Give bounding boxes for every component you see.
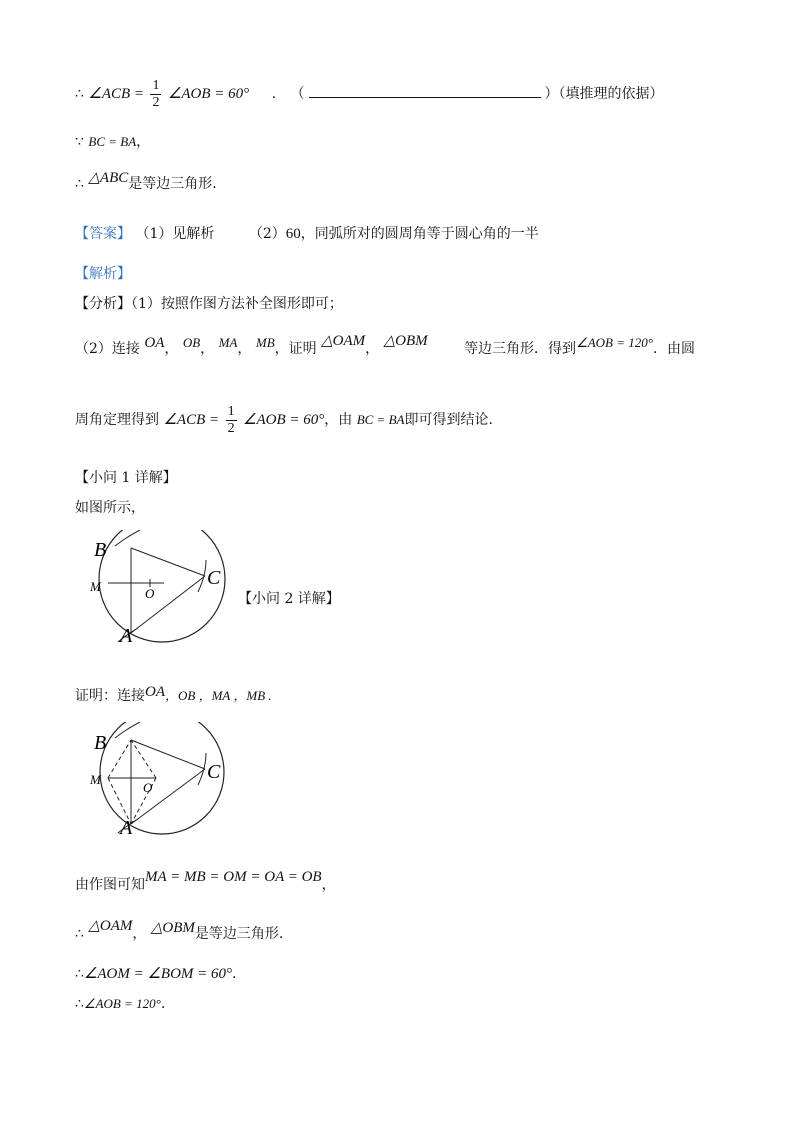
triangle-oam: △OAM xyxy=(88,918,133,934)
analysis-tag: 【解析】 xyxy=(75,266,131,282)
segment-ac xyxy=(131,769,205,824)
math-aom-bom: ∠AOM = ∠BOM = 60° xyxy=(83,966,233,982)
math-aob-120: ∠AOB = 120° xyxy=(83,996,161,1011)
period: . xyxy=(232,966,237,982)
therefore-symbol: ∴ xyxy=(75,176,84,192)
fraction-denominator: 2 xyxy=(227,420,235,436)
line-bc-ba xyxy=(75,132,150,152)
answer-part2-prefix: （2） xyxy=(248,226,286,242)
period: . xyxy=(160,996,166,1012)
proof-rest: ，OB ，MA ，MB . xyxy=(165,688,272,703)
fenxi-part3-prefix: 周角定理得到 xyxy=(75,412,159,428)
sep: ， xyxy=(164,341,179,357)
seg-oa: OA xyxy=(145,684,165,700)
comma: ， xyxy=(136,134,151,150)
fenxi-part3-line xyxy=(75,398,493,442)
angles-60-line xyxy=(75,964,237,984)
dashed-mb xyxy=(108,740,131,778)
seg-ob: OB xyxy=(182,335,201,350)
construction-line xyxy=(75,862,336,900)
q2-tag: 【小问 2 详解】 xyxy=(238,591,340,607)
fenxi-tag: 【分析】 xyxy=(75,296,131,312)
math-acb: ∠ACB = xyxy=(163,412,220,428)
math-triangle-abc: △ABC xyxy=(88,170,129,186)
label-o: O xyxy=(143,780,153,795)
math-bc-ba: BC = BA xyxy=(356,412,405,427)
answer-part1: （1）见解析 xyxy=(135,226,215,242)
label-o: O xyxy=(145,586,155,601)
prove-text: ，证明 xyxy=(274,341,317,357)
label-m: M xyxy=(90,772,101,787)
fill-in-blank[interactable] xyxy=(309,85,541,98)
label-b: B xyxy=(94,732,107,754)
paren-open: （ xyxy=(290,86,305,102)
angle-120-line xyxy=(75,994,165,1014)
sep: ， xyxy=(200,341,215,357)
segment-bc xyxy=(131,548,205,576)
fraction-numerator: 1 xyxy=(152,77,160,93)
seg-mb: MB xyxy=(255,335,275,350)
equilateral-get-text: 等边三角形．得到 xyxy=(464,341,577,357)
therefore-symbol: ∴ xyxy=(75,86,84,102)
triangle-obm: △OBM xyxy=(150,920,195,936)
comma: ， xyxy=(321,877,336,893)
answer-part2-number: 60 xyxy=(285,226,301,242)
answer-part2-text: ，同弧所对的圆周角等于圆心角的一半 xyxy=(300,226,539,242)
segment-bc xyxy=(131,740,205,769)
fenxi-line xyxy=(75,294,343,314)
label-a: A xyxy=(120,817,133,839)
line-conclusion-angle xyxy=(75,72,664,116)
equilateral-text: 是等边三角形. xyxy=(128,176,217,192)
fraction-half xyxy=(150,78,161,111)
therefore-symbol: ∴ xyxy=(75,996,84,1012)
triangle-oam: △OAM xyxy=(321,333,366,349)
fenxi-part2-prefix: （2）连接 xyxy=(75,341,140,357)
proof-line xyxy=(75,678,272,710)
seg-ma: MA xyxy=(218,335,238,350)
label-c: C xyxy=(207,567,221,589)
fraction-denominator: 2 xyxy=(152,94,160,110)
by-circle-text: ．由圆 xyxy=(652,341,695,357)
answer-line xyxy=(75,224,539,244)
math-bc-ba: BC = BA xyxy=(88,134,137,149)
conclusion-text: 即可得到结论. xyxy=(404,412,493,428)
figure-1 xyxy=(80,530,240,650)
equilateral-text: 是等边三角形. xyxy=(194,926,284,942)
by-text: ，由 xyxy=(324,412,353,428)
line-equilateral xyxy=(75,164,217,198)
math-aob-60: ∠AOB = 60° xyxy=(243,412,325,428)
answer-tag: 【答案】 xyxy=(75,226,131,242)
sep: ， xyxy=(237,341,252,357)
fenxi-part2-line xyxy=(75,324,695,366)
q1-tag: 【小问 1 详解】 xyxy=(75,470,177,486)
arc-b xyxy=(115,722,140,738)
period: . xyxy=(271,86,277,102)
figure-2 xyxy=(80,722,240,842)
equilateral-triangles-line xyxy=(75,912,283,948)
angle-aob-120: ∠AOB = 120° xyxy=(576,335,653,350)
therefore-symbol: ∴ xyxy=(75,966,84,982)
label-m: M xyxy=(90,579,101,594)
q1-text: 如图所示， xyxy=(75,500,145,516)
fenxi-text: （1）按照作图方法补全图形即可； xyxy=(131,296,343,312)
label-c: C xyxy=(207,761,221,783)
dashed-ob xyxy=(131,740,156,778)
math-acb: ∠ACB = xyxy=(88,86,145,102)
sep: ， xyxy=(132,926,147,942)
label-a: A xyxy=(120,625,133,647)
math-aob-60: ∠AOB = 60° xyxy=(167,86,250,102)
therefore-symbol: ∴ xyxy=(75,926,84,942)
triangle-obm: △OBM xyxy=(383,333,428,349)
fraction-half xyxy=(226,404,237,437)
label-b: B xyxy=(94,539,107,561)
sep: ， xyxy=(365,341,380,357)
paren-close-hint: ）（填推理的依据） xyxy=(544,86,664,102)
proof-prefix: 证明：连接 xyxy=(75,688,145,704)
math-equal-lengths: MA = MB = OM = OA = OB xyxy=(145,869,322,885)
segment-ac xyxy=(131,576,205,633)
seg-oa: OA xyxy=(144,335,165,351)
because-symbol: ∵ xyxy=(75,134,84,150)
construction-prefix: 由作图可知 xyxy=(75,877,145,893)
fraction-numerator: 1 xyxy=(227,403,235,419)
